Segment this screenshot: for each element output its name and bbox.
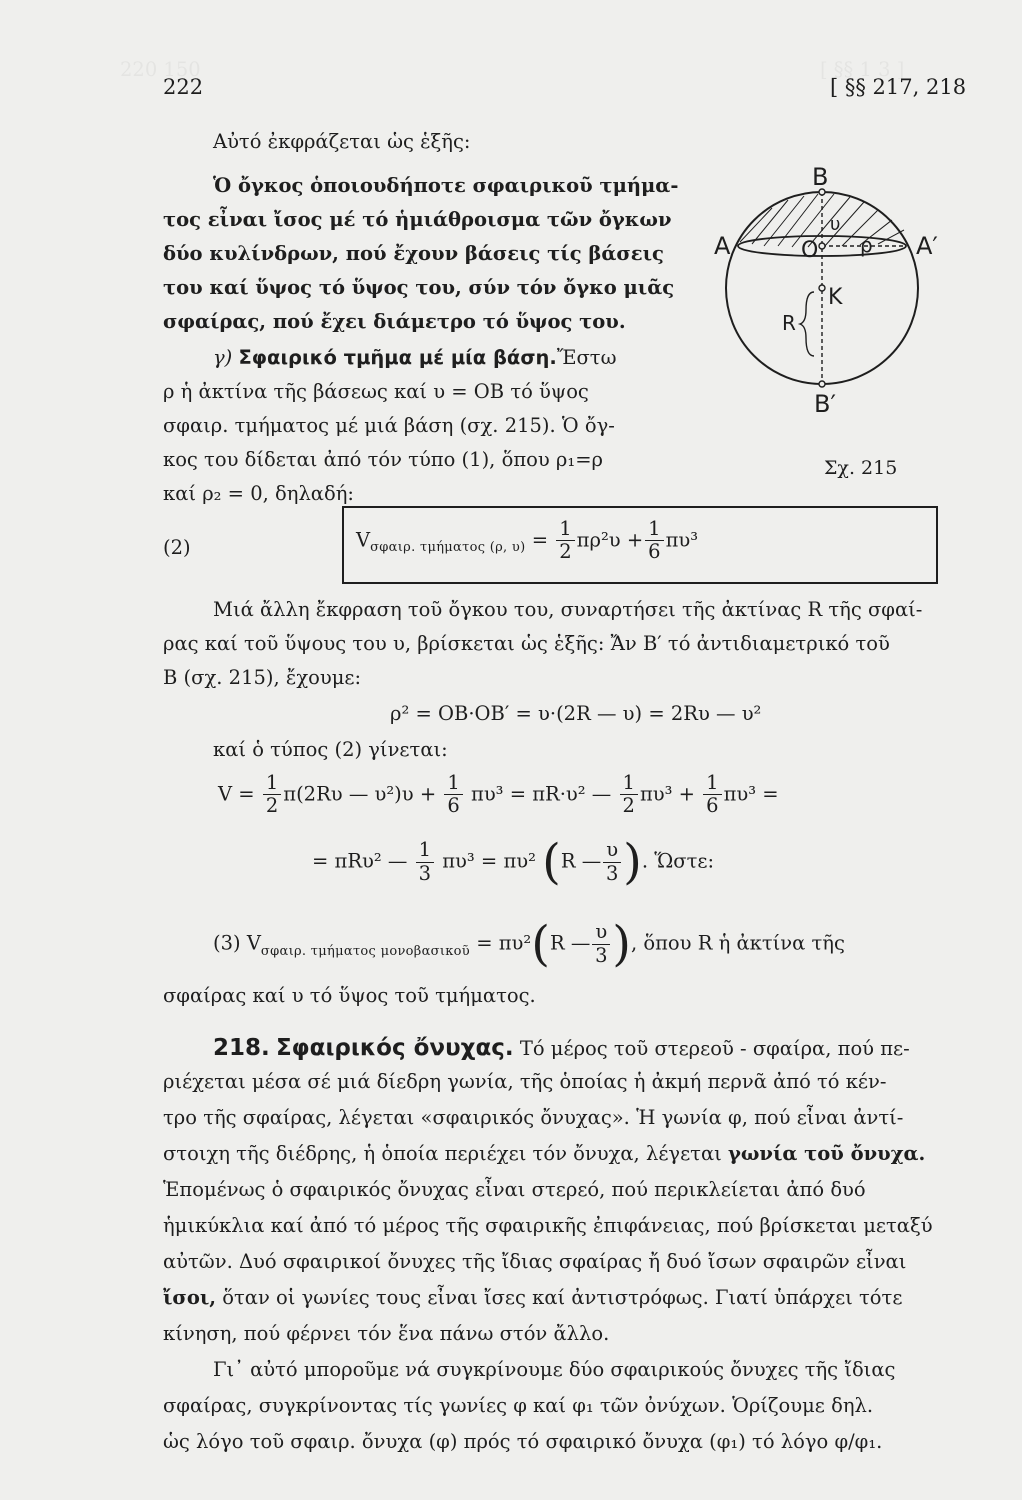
- figure-caption: Σχ. 215: [824, 457, 898, 479]
- formula-2-plus: +: [626, 528, 644, 552]
- paragraph-line: σφαίρας, συγκρίνοντας τίς γωνίες φ καί φ₁ τῶν ὀνύχων. Ὁρίζουμε δηλ.: [163, 1394, 874, 1417]
- label-b: B: [812, 163, 829, 191]
- right-paren: ): [612, 916, 631, 972]
- r-brace: [800, 292, 814, 356]
- term-bold: γωνία τοῦ ὄνυχα.: [727, 1142, 926, 1165]
- subsection-heading-line: [213, 346, 616, 370]
- fraction: $\frac{\upsilon}{3}$: [592, 921, 610, 967]
- theorem-line: του καί ὕψος τό ὕψος του, σύν τόν ὄγκο μιᾶς: [163, 276, 675, 299]
- section-title: Σφαιρικός ὄνυχας.: [275, 1035, 514, 1061]
- fraction: $\frac{1}{2}$: [620, 772, 638, 818]
- eq-part: πυ³ = πυ²: [442, 849, 536, 873]
- label-a: A: [714, 232, 731, 260]
- fraction: $\frac{\upsilon}{3}$: [603, 839, 621, 885]
- eq-part: R —: [560, 849, 602, 873]
- label-k: K: [828, 285, 843, 310]
- paragraph-text: στοιχη τῆς διέδρης, ἡ ὁποία περιέχει τόν ὄνυχα, λέγεται: [163, 1142, 722, 1165]
- subsection-title: Σφαιρικό τμῆμα μέ μία βάση.: [238, 346, 557, 369]
- eq-part: = πRυ² —: [312, 849, 408, 873]
- formula-2-tag: (2): [163, 536, 191, 559]
- formula-2-equals: =: [531, 528, 549, 552]
- eq-part: . Ὥστε:: [641, 849, 715, 873]
- formula-3: [213, 916, 845, 972]
- subsection-line: σφαιρ. τμήματος μέ μιά βάση (σχ. 215). Ὁ ὄγ-: [163, 414, 615, 437]
- paragraph-line: τρο τῆς σφαίρας, λέγεται «σφαιρικός ὄνυχας». Ἡ γωνία φ, πού εἶναι ἀντί-: [163, 1106, 904, 1129]
- eq-part: π(2Rυ — υ²)υ +: [283, 782, 437, 806]
- fraction: $\frac{1}{3}$: [416, 839, 434, 885]
- eq-part: , ὅπου R ἡ ἀκτίνα τῆς: [630, 931, 845, 955]
- rho-equation: ρ² = ΟΒ·ΟΒ′ = υ·(2R — υ) = 2Rυ — υ²: [390, 702, 762, 725]
- section-218-heading-line: [213, 1034, 910, 1063]
- section-reference: [ §§ 217, 218: [830, 75, 967, 99]
- fraction: $\frac{1}{6}$: [645, 518, 663, 564]
- formula-2-term2: πυ³: [665, 528, 699, 552]
- left-paren: (: [531, 916, 550, 972]
- subsection-line: κος του δίδεται ἀπό τόν τύπο (1), ὅπου ρ₁=ρ: [163, 448, 604, 471]
- subsection-line: ρ ἡ ἀκτίνα τῆς βάσεως καί υ = ΟΒ τό ὕψος: [163, 380, 589, 403]
- label-rho: ρ: [860, 233, 873, 257]
- paragraph-line: ριέχεται μέσα σέ μιά δίεδρη γωνία, τῆς ὁποίας ἡ ἀκμή περνᾶ ἀπό τό κέν-: [163, 1070, 887, 1093]
- theorem-line: δύο κυλίνδρων, πού ἔχουν βάσεις τίς βάσεις: [163, 242, 664, 265]
- paragraph-line: Μιά ἄλλη ἔκφραση τοῦ ὄγκου του, συναρτήσει τῆς ἀκτίνας R τῆς σφαί-: [213, 598, 923, 621]
- paragraph-line: [163, 1286, 902, 1310]
- paragraph-line: Γι᾿ αὐτό μποροῦμε νά συγκρίνουμε δύο σφαιρικούς ὄνυχες τῆς ἴδιας: [213, 1358, 896, 1381]
- point-b-prime: [819, 381, 825, 387]
- paragraph-line: καί ὁ τύπος (2) γίνεται:: [213, 738, 448, 761]
- eq-part: πυ³ +: [639, 782, 695, 806]
- theorem-line: σφαίρας, πού ἔχει διάμετρο τό ὕψος του.: [163, 310, 626, 333]
- label-r: R: [782, 311, 796, 335]
- label-a-prime: A′: [916, 232, 938, 260]
- page-number: 222: [163, 75, 204, 99]
- paragraph-line: ἡμικύκλια καί ἀπό τό μέρος τῆς σφαιρικῆς ἐπιφάνειας, πού βρίσκεται μεταξύ: [163, 1214, 933, 1237]
- label-o: O: [801, 238, 819, 263]
- intro-line: Αὐτό ἐκφράζεται ὡς ἑξῆς:: [213, 130, 471, 153]
- eq-part: = πυ²: [476, 931, 532, 955]
- fraction: $\frac{1}{6}$: [703, 772, 721, 818]
- paragraph-line: Β (σχ. 215), ἔχουμε:: [163, 666, 362, 689]
- formula-3-tag: (3): [213, 931, 241, 955]
- term-bold: ἴσοι,: [163, 1286, 217, 1309]
- formula-2-term1: πρ²υ: [576, 528, 621, 552]
- fraction: $\frac{1}{6}$: [444, 772, 462, 818]
- paragraph-line: ὡς λόγο τοῦ σφαιρ. ὄνυχα (φ) πρός τό σφαιρικό ὄνυχα (φ₁) τό λόγο φ/φ₁.: [163, 1430, 883, 1453]
- eq-v: V =: [218, 782, 261, 806]
- bleed-page-number: 220 150: [120, 58, 201, 81]
- left-paren: (: [542, 834, 561, 890]
- paragraph-line: αὐτῶν. Δυό σφαιρικοί ὄνυχες τῆς ἴδιας σφαίρας ἤ δυό ἴσων σφαιρῶν εἶναι: [163, 1250, 907, 1273]
- fraction: $\frac{1}{2}$: [263, 772, 281, 818]
- section-text: Τό μέρος τοῦ στερεοῦ - σφαίρα, πού πε-: [519, 1037, 910, 1060]
- sphere-figure: [700, 160, 960, 490]
- eq-part: πυ³ = πR·υ² —: [471, 782, 612, 806]
- formula-2-lhs: V: [356, 528, 371, 552]
- volume-equation-line-2: [312, 834, 715, 890]
- subsection-label: γ): [213, 346, 239, 369]
- section-number: 218.: [213, 1035, 270, 1061]
- formula-3-lhs: V: [246, 931, 261, 955]
- volume-equation-line-1: [218, 772, 779, 818]
- right-paren: ): [623, 834, 642, 890]
- theorem-line: τος εἶναι ἴσος μέ τό ἡμιάθροισμα τῶν ὄγκων: [163, 208, 672, 231]
- fraction: $\frac{1}{2}$: [556, 518, 574, 564]
- theorem-line: Ὁ ὄγκος ὁποιουδήποτε σφαιρικοῦ τμήμα-: [213, 174, 679, 197]
- formula-2-subscript: σφαιρ. τμήματος (ρ, υ): [370, 540, 526, 556]
- paragraph-line: Ἑπομένως ὁ σφαιρικός ὄνυχας εἶναι στερεό, πού περικλείεται ἀπό δυό: [163, 1178, 866, 1201]
- point-o: [819, 243, 825, 249]
- label-upsilon: υ: [830, 214, 841, 235]
- formula-3-subscript: σφαιρ. τμήματος μονοβασικοῦ: [260, 943, 470, 959]
- eq-part: R —: [549, 931, 591, 955]
- paragraph-line: κίνηση, πού φέρνει τόν ἕνα πάνω στόν ἄλλο.: [163, 1322, 610, 1345]
- paragraph-text: ὅταν οἱ γωνίες τους εἶναι ἴσες καί ἀντιστρόφως. Γιατί ὑπάρχει τότε: [216, 1286, 903, 1309]
- paragraph-line: ρας καί τοῦ ὕψους του υ, βρίσκεται ὡς ἑξῆς: Ἄν Β′ τό ἀντιδιαμετρικό τοῦ: [163, 632, 890, 655]
- label-b-prime: B′: [814, 390, 836, 418]
- formula-2-box: [342, 506, 938, 584]
- paragraph-line: σφαίρας καί υ τό ὕψος τοῦ τμήματος.: [163, 984, 536, 1007]
- eq-part: πυ³ =: [723, 782, 779, 806]
- subsection-line: καί ρ₂ = 0, δηλαδή:: [163, 482, 354, 505]
- subsection-text: Ἔστω: [556, 346, 617, 369]
- point-k: [819, 285, 825, 291]
- paragraph-line: [163, 1142, 925, 1166]
- bleed-section-ref: [ §§ 1 3 ]: [820, 58, 905, 81]
